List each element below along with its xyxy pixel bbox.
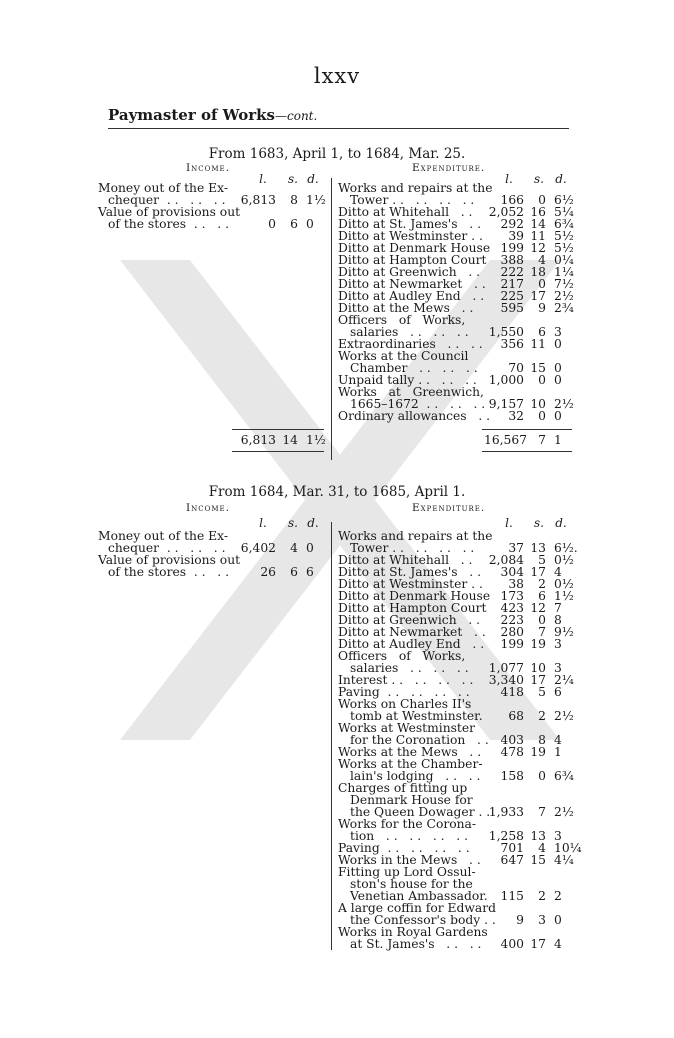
section2-period: From 1684, Mar. 31, to 1685, April 1.	[208, 484, 466, 500]
amount-pounds: 400	[500, 937, 524, 951]
amount-pence: 2¼	[554, 673, 574, 687]
ledger-description: Tower . . . . . . . .	[350, 193, 475, 207]
ledger-description: Fitting up Lord Ossul-	[338, 865, 476, 879]
section2-income-unit-d: d.	[307, 516, 319, 530]
amount-pounds: 68	[508, 709, 524, 723]
amount-pounds: 388	[500, 253, 524, 267]
ledger-description: salaries . . . . . .	[350, 325, 469, 339]
amount-pence: 4	[554, 733, 562, 747]
amount-pence: 0	[554, 409, 562, 423]
amount-shillings: 6	[538, 589, 546, 603]
amount-pence: 6	[306, 565, 314, 579]
ledger-description: Works and repairs at the	[338, 529, 493, 543]
amount-shillings: 4	[290, 541, 298, 555]
ledger-description: Works in the Mews . .	[338, 853, 481, 867]
ledger-description: Tower . . . . . . . .	[350, 541, 475, 555]
amount-pounds: 1,077	[488, 661, 524, 675]
amount-shillings: 6	[290, 565, 298, 579]
amount-pounds: 423	[500, 601, 524, 615]
running-head-title: Paymaster of Works	[108, 106, 275, 124]
ledger-description: Ditto at Newmarket . .	[338, 277, 486, 291]
ledger-description: Ditto at Hampton Court	[338, 253, 487, 267]
ledger-description: Ditto at Hampton Court	[338, 601, 487, 615]
amount-pence: 3	[554, 325, 562, 339]
ledger-description: Paving . . . . . . . .	[338, 685, 470, 699]
amount-pence: 6¾	[554, 217, 574, 231]
amount-pounds: 356	[500, 337, 524, 351]
ledger-description: Denmark House for	[350, 793, 473, 807]
amount-shillings: 2	[538, 889, 546, 903]
amount-pounds: 1,933	[488, 805, 524, 819]
section1-column-divider	[331, 178, 332, 460]
amount-shillings: 5	[538, 553, 546, 567]
amount-pence: 3	[554, 637, 562, 651]
ledger-description: tomb at Westminster.	[350, 709, 483, 723]
amount-pounds: 595	[500, 301, 524, 315]
ledger-description: Works and repairs at the	[338, 181, 493, 195]
total-d: 1½	[306, 433, 326, 447]
ledger-description: Works on Charles II's	[338, 697, 472, 711]
section2-expenditure-unit-d: d.	[555, 516, 567, 530]
amount-shillings: 6	[290, 217, 298, 231]
amount-shillings: 19	[530, 637, 546, 651]
amount-pounds: 38	[508, 577, 524, 591]
amount-pence: 7½	[554, 277, 574, 291]
total-l: 6,813	[240, 433, 276, 447]
amount-pence: 0	[306, 217, 314, 231]
amount-pence: 5¼	[554, 205, 574, 219]
amount-shillings: 6	[538, 325, 546, 339]
section2-income-heading: Income.	[186, 502, 230, 514]
section1-expenditure-unit-d: d.	[555, 172, 567, 186]
amount-pence: 4	[554, 565, 562, 579]
amount-pounds: 166	[500, 193, 524, 207]
amount-shillings: 0	[538, 613, 546, 627]
amount-pence: 5½	[554, 241, 574, 255]
amount-pounds: 418	[500, 685, 524, 699]
amount-shillings: 7	[538, 625, 546, 639]
amount-pounds: 3,340	[488, 673, 524, 687]
amount-shillings: 0	[538, 193, 546, 207]
ledger-description: Ditto at Greenwich . .	[338, 613, 481, 627]
amount-pounds: 173	[500, 589, 524, 603]
ledger-description: Value of provisions out	[98, 553, 241, 567]
ledger-description: Works at the Council	[338, 349, 469, 363]
section1-income-unit-s: s.	[288, 172, 298, 186]
amount-pounds: 199	[500, 241, 524, 255]
header-rule	[108, 128, 569, 129]
amount-pence: 0	[554, 913, 562, 927]
ledger-description: Venetian Ambassador.	[350, 889, 488, 903]
amount-shillings: 7	[538, 805, 546, 819]
amount-shillings: 9	[538, 301, 546, 315]
ledger-description: tion . . . . . . . .	[350, 829, 469, 843]
amount-shillings: 0	[538, 769, 546, 783]
amount-shillings: 2	[538, 577, 546, 591]
ledger-description: Ditto at Westminster . .	[338, 229, 483, 243]
section2-column-divider	[331, 522, 332, 950]
section1-expenditure-total-rule	[482, 429, 572, 430]
section1-expenditure-unit-s: s.	[534, 172, 544, 186]
ledger-description: Money out of the Ex-	[98, 181, 228, 195]
total-l: 16,567	[484, 433, 528, 447]
ledger-description: salaries . . . . . .	[350, 661, 469, 675]
ledger-description: Ditto at the Mews . .	[338, 301, 474, 315]
ledger-description: Money out of the Ex-	[98, 529, 228, 543]
amount-shillings: 17	[530, 289, 546, 303]
amount-pounds: 158	[500, 769, 524, 783]
section1-income-unit-d: d.	[307, 172, 319, 186]
amount-pounds: 6,402	[240, 541, 276, 555]
ledger-description: Ditto at Whitehall . .	[338, 205, 473, 219]
section1-income-heading: Income.	[186, 162, 230, 174]
amount-shillings: 0	[538, 277, 546, 291]
total-s: 7	[538, 433, 546, 447]
ledger-description: Ditto at Westminster . .	[338, 577, 483, 591]
amount-pence: 0¼	[554, 253, 574, 267]
section2-expenditure-unit-s: s.	[534, 516, 544, 530]
amount-pence: 2½	[554, 397, 574, 411]
total-d: 1	[554, 433, 562, 447]
amount-shillings: 10	[530, 397, 546, 411]
amount-shillings: 11	[530, 337, 546, 351]
amount-shillings: 15	[530, 853, 546, 867]
ledger-description: of the stores . . . .	[108, 565, 230, 579]
ledger-description: Officers of Works,	[338, 649, 466, 663]
amount-shillings: 18	[530, 265, 546, 279]
ledger-description: A large coffin for Edward	[338, 901, 496, 915]
ledger-description: the Queen Dowager . .	[350, 805, 491, 819]
ledger-description: ston's house for the	[350, 877, 473, 891]
running-head	[108, 106, 317, 124]
ledger-description: Charges of fitting up	[338, 781, 468, 795]
amount-pounds: 26	[260, 565, 276, 579]
amount-pence: 4	[554, 937, 562, 951]
amount-pounds: 9	[516, 913, 524, 927]
amount-pounds: 403	[500, 733, 524, 747]
amount-pence: 5½	[554, 229, 574, 243]
section1-income-unit-l: l.	[259, 172, 267, 186]
amount-pence: 0	[554, 373, 562, 387]
amount-shillings: 16	[530, 205, 546, 219]
amount-pence: 6½	[554, 193, 574, 207]
amount-pence: 6½.	[554, 541, 578, 555]
ledger-description: 1665–1672 . . . . . .	[350, 397, 486, 411]
amount-pounds: 1,000	[488, 373, 524, 387]
amount-pence: 2½	[554, 289, 574, 303]
section1-expenditure-heading: Expenditure.	[412, 162, 486, 174]
amount-shillings: 0	[538, 409, 546, 423]
ledger-description: Ditto at Greenwich . .	[338, 265, 481, 279]
section1-income-total-rule	[232, 429, 324, 430]
amount-pounds: 39	[508, 229, 524, 243]
ledger-description: Works at Westminster	[338, 721, 476, 735]
amount-pence: 6	[554, 685, 562, 699]
amount-pence: 8	[554, 613, 562, 627]
amount-shillings: 12	[530, 601, 546, 615]
amount-pence: 0	[306, 541, 314, 555]
amount-pounds: 304	[500, 565, 524, 579]
page-number: lxxv	[313, 64, 361, 88]
amount-pence: 10¼	[554, 841, 582, 855]
amount-pounds: 478	[500, 745, 524, 759]
amount-pounds: 0	[268, 217, 276, 231]
amount-shillings: 14	[530, 217, 546, 231]
ledger-description: Ditto at Denmark House	[338, 241, 491, 255]
amount-shillings: 4	[538, 253, 546, 267]
amount-pence: 1¼	[554, 265, 574, 279]
amount-pounds: 217	[500, 277, 524, 291]
amount-pence: 3	[554, 829, 562, 843]
amount-shillings: 3	[538, 913, 546, 927]
ledger-description: Ditto at Audley End . .	[338, 637, 485, 651]
section2-income-unit-l: l.	[259, 516, 267, 530]
ledger-description: for the Coronation . .	[350, 733, 489, 747]
ledger-description: Paving . . . . . . . .	[338, 841, 470, 855]
amount-shillings: 13	[530, 541, 546, 555]
amount-shillings: 10	[530, 661, 546, 675]
ledger-description: Works at the Mews . .	[338, 745, 482, 759]
ledger-description: Unpaid tally . . . . . .	[338, 373, 477, 387]
section2-expenditure-heading: Expenditure.	[412, 502, 486, 514]
ledger-description: Works at Greenwich,	[338, 385, 484, 399]
amount-pence: 2½	[554, 805, 574, 819]
amount-pounds: 701	[500, 841, 524, 855]
amount-pence: 7	[554, 601, 562, 615]
amount-pounds: 2,084	[488, 553, 524, 567]
amount-shillings: 15	[530, 361, 546, 375]
ledger-description: Officers of Works,	[338, 313, 466, 327]
amount-pence: 2½	[554, 709, 574, 723]
amount-pounds: 70	[508, 361, 524, 375]
amount-pence: 0	[554, 337, 562, 351]
section2-income-unit-s: s.	[288, 516, 298, 530]
ledger-description: Chamber . . . . . .	[350, 361, 478, 375]
section2-expenditure-unit-l: l.	[505, 516, 513, 530]
ledger-description: Ditto at St. James's . .	[338, 217, 482, 231]
ledger-description: Works in Royal Gardens	[338, 925, 488, 939]
amount-pounds: 292	[500, 217, 524, 231]
amount-pence: 9½	[554, 625, 574, 639]
amount-pounds: 1,258	[488, 829, 524, 843]
amount-shillings: 8	[290, 193, 298, 207]
ledger-description: Ditto at Newmarket . .	[338, 625, 486, 639]
amount-pence: 3	[554, 661, 562, 675]
section1-expenditure-total-underline	[482, 451, 572, 452]
amount-pounds: 280	[500, 625, 524, 639]
ledger-description: Works for the Corona-	[338, 817, 477, 831]
amount-shillings: 17	[530, 937, 546, 951]
ledger-description: chequer . . . . . .	[108, 541, 226, 555]
amount-shillings: 0	[538, 373, 546, 387]
amount-pence: 1	[554, 745, 562, 759]
amount-pounds: 199	[500, 637, 524, 651]
amount-pence: 0½	[554, 553, 574, 567]
ledger-description: Ditto at St. James's . .	[338, 565, 482, 579]
ledger-description: lain's lodging . . . .	[350, 769, 481, 783]
amount-pence: 4¼	[554, 853, 574, 867]
amount-shillings: 17	[530, 673, 546, 687]
amount-shillings: 2	[538, 709, 546, 723]
amount-pence: 0½	[554, 577, 574, 591]
amount-pounds: 2,052	[488, 205, 524, 219]
ledger-description: Ditto at Denmark House	[338, 589, 491, 603]
ledger-description: the Confessor's body . .	[350, 913, 496, 927]
amount-pence: 0	[554, 361, 562, 375]
ledger-description: at St. James's . . . .	[350, 937, 482, 951]
amount-pence: 1½	[554, 589, 574, 603]
ledger-description: Value of provisions out	[98, 205, 241, 219]
amount-shillings: 8	[538, 733, 546, 747]
amount-pounds: 222	[500, 265, 524, 279]
ledger-description: Ditto at Whitehall . .	[338, 553, 473, 567]
amount-pounds: 115	[500, 889, 524, 903]
amount-pounds: 1,550	[488, 325, 524, 339]
amount-pounds: 647	[500, 853, 524, 867]
amount-pence: 2¾	[554, 301, 574, 315]
running-head-suffix: —cont.	[275, 109, 318, 123]
amount-pounds: 6,813	[240, 193, 276, 207]
ledger-description: Extraordinaries . . . .	[338, 337, 483, 351]
ledger-description: Ordinary allowances . .	[338, 409, 491, 423]
amount-pounds: 32	[508, 409, 524, 423]
section1-income-total-underline	[232, 451, 324, 452]
ledger-description: Interest . . . . . . . .	[338, 673, 474, 687]
amount-shillings: 5	[538, 685, 546, 699]
amount-pence: 2	[554, 889, 562, 903]
amount-pence: 1½	[306, 193, 326, 207]
amount-shillings: 13	[530, 829, 546, 843]
amount-pounds: 37	[508, 541, 524, 555]
ledger-description: Ditto at Audley End . .	[338, 289, 485, 303]
amount-shillings: 19	[530, 745, 546, 759]
ledger-description: of the stores . . . .	[108, 217, 230, 231]
amount-shillings: 17	[530, 565, 546, 579]
ledger-description: chequer . . . . . .	[108, 193, 226, 207]
amount-pounds: 223	[500, 613, 524, 627]
section1-period: From 1683, April 1, to 1684, Mar. 25.	[208, 146, 466, 162]
amount-shillings: 11	[530, 229, 546, 243]
amount-shillings: 4	[538, 841, 546, 855]
amount-pence: 6¾	[554, 769, 574, 783]
amount-shillings: 12	[530, 241, 546, 255]
section1-expenditure-unit-l: l.	[505, 172, 513, 186]
amount-pounds: 9,157	[488, 397, 524, 411]
amount-pounds: 225	[500, 289, 524, 303]
total-s: 14	[282, 433, 298, 447]
ledger-description: Works at the Chamber-	[338, 757, 483, 771]
